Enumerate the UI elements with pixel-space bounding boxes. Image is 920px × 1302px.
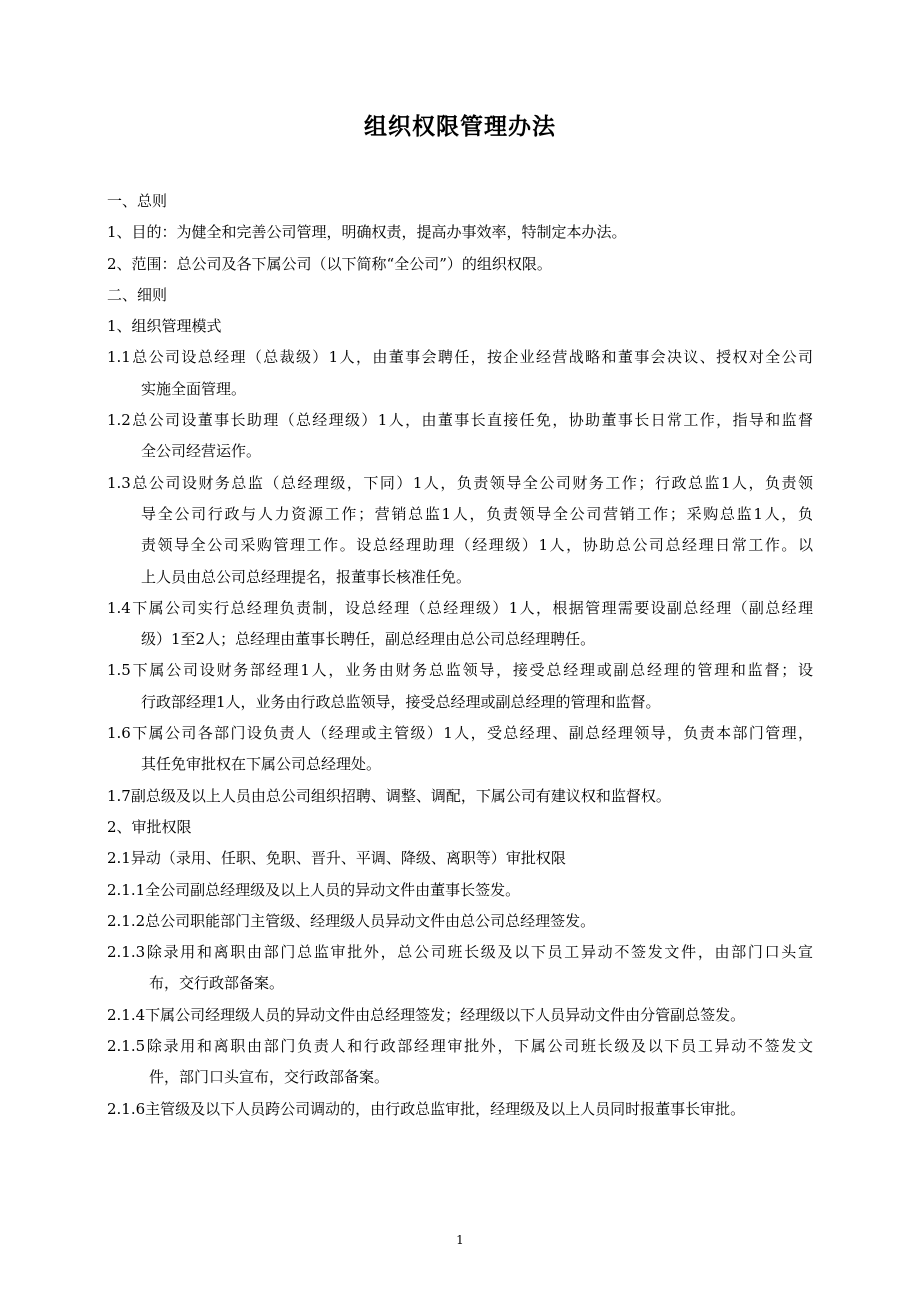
- clause-1-5-line-2: 行政部经理1人，业务由行政总监领导，接受总经理或副总经理的管理和监督。: [141, 692, 661, 711]
- clause-1-7: 1.7副总级及以上人员由总公司组织招聘、调整、调配，下属公司有建议权和监督权。: [107, 786, 671, 805]
- clause-1-3-line-3: 责领导全公司采购管理工作。设总经理助理（经理级）1人，协助总公司总经理日常工作。以: [141, 536, 813, 555]
- document-body: [107, 186, 813, 1125]
- page-number: 1: [456, 1233, 464, 1247]
- clause-scope: 2、范围：总公司及各下属公司（以下简称“全公司”）的组织权限。: [107, 254, 552, 273]
- clause-1-2-line-2: 全公司经营运作。: [141, 442, 262, 461]
- clause-2-1: 2.1异动（录用、任职、免职、晋升、平调、降级、离职等）审批权限: [107, 849, 566, 868]
- section-heading-details: 二、细则: [107, 285, 168, 304]
- subsection-heading-approval: 2、审批权限: [107, 817, 192, 836]
- clause-1-4-line-1: 1.4下属公司实行总经理负责制，设总经理（总经理级）1人，根据管理需要设副总经理（副总经理: [107, 598, 813, 617]
- clause-1-4-line-2: 级）1至2人；总经理由董事长聘任，副总经理由总公司总经理聘任。: [141, 630, 596, 649]
- clause-1-5-line-1: 1.5下属公司设财务部经理1人，业务由财务总监领导，接受总经理或副总经理的管理和监督；设: [107, 661, 813, 680]
- clause-1-3-line-2: 导全公司行政与人力资源工作；营销总监1人，负责领导全公司营销工作；采购总监1人，负: [141, 504, 813, 523]
- clause-1-3-line-1: 1.3总公司设财务总监（总经理级，下同）1人，负责领导全公司财务工作；行政总监1人，负责领: [107, 473, 813, 492]
- clause-1-3-line-4: 上人员由总公司总经理提名，报董事长核准任免。: [141, 567, 472, 586]
- clause-1-6-line-1: 1.6下属公司各部门设负责人（经理或主管级）1人，受总经理、副总经理领导，负责本部门管理，: [107, 724, 813, 743]
- clause-2-1-3-line-1: 2.1.3除录用和离职由部门总监审批外，总公司班长级及以下员工异动不签发文件，由部门口头宣: [107, 943, 813, 962]
- clause-purpose: 1、目的：为健全和完善公司管理，明确权责，提高办事效率，特制定本办法。: [107, 223, 627, 242]
- clause-1-1-line-1: 1.1总公司设总经理（总裁级）1人，由董事会聘任，按企业经营战略和董事会决议、授权对全公司: [107, 348, 813, 367]
- clause-2-1-6: 2.1.6主管级及以下人员跨公司调动的，由行政总监审批，经理级及以上人员同时报董事长审批。: [107, 1099, 746, 1118]
- clause-2-1-1: 2.1.1全公司副总经理级及以上人员的异动文件由董事长签发。: [107, 880, 521, 899]
- clause-1-1-line-2: 实施全面管理。: [141, 379, 247, 398]
- clause-1-2-line-1: 1.2总公司设董事长助理（总经理级）1人，由董事长直接任免，协助董事长日常工作，指导和监督: [107, 411, 813, 430]
- section-heading-general: 一、总则: [107, 192, 168, 210]
- clause-2-1-5-line-2: 件，部门口头宣布，交行政部备案。: [149, 1068, 390, 1087]
- clause-2-1-2: 2.1.2总公司职能部门主管级、经理级人员异动文件由总公司总经理签发。: [107, 911, 596, 930]
- clause-1-6-line-2: 其任免审批权在下属公司总经理处。: [141, 755, 382, 774]
- clause-2-1-4: 2.1.4下属公司经理级人员的异动文件由总经理签发；经理级以下人员异动文件由分管副总签发。: [107, 1005, 746, 1024]
- subsection-heading-org-model: 1、组织管理模式: [107, 317, 222, 336]
- clause-2-1-5-line-1: 2.1.5除录用和离职由部门负责人和行政部经理审批外，下属公司班长级及以下员工异动不签发文: [107, 1037, 813, 1056]
- page-title: 组织权限管理办法: [364, 113, 556, 140]
- clause-2-1-3-line-2: 布，交行政部备案。: [149, 974, 285, 993]
